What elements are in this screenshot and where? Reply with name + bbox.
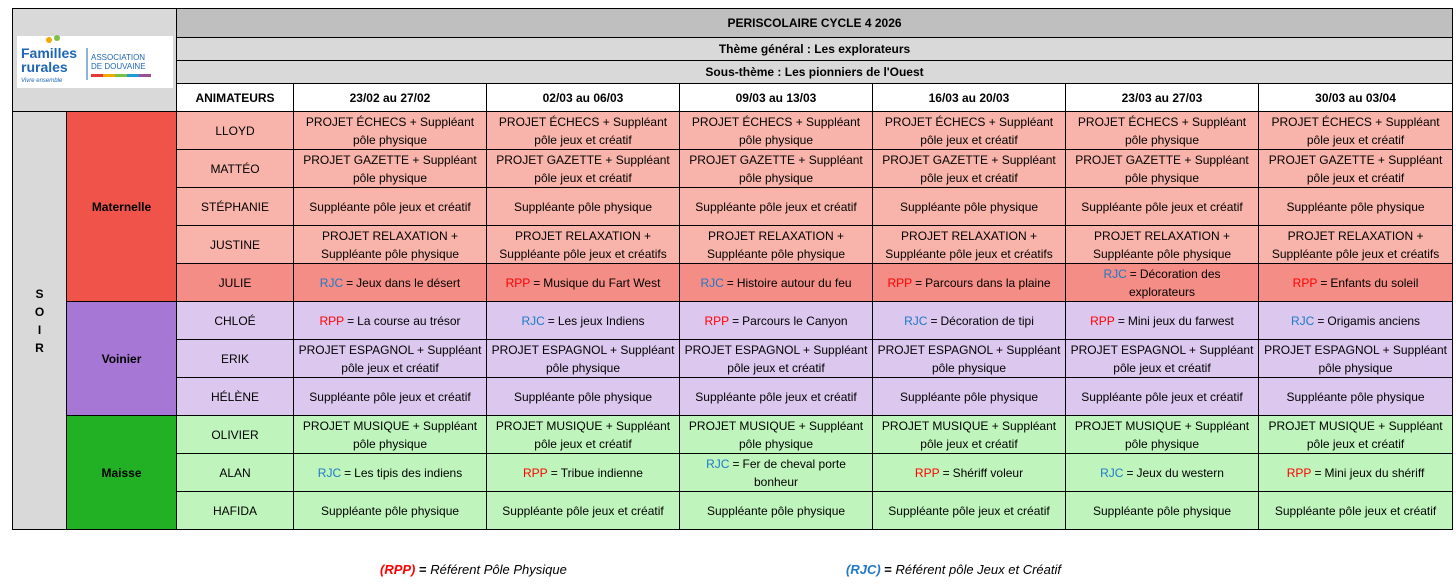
activity-text: Jeux du western xyxy=(1136,465,1224,480)
logo-brand-line1: Familles xyxy=(21,45,78,61)
activity-text: Histoire autour du feu xyxy=(736,275,852,290)
activity-text: Suppléante pôle physique xyxy=(513,389,653,404)
activity-text: PROJET GAZETTE + Suppléant pôle jeux et créatif xyxy=(496,152,670,185)
activity-cell xyxy=(680,416,873,454)
activity-text: PROJET GAZETTE + Suppléant pôle jeux et créatif xyxy=(882,152,1056,185)
activity-text: PROJET ESPAGNOL + Suppléant pôle physique xyxy=(877,342,1061,375)
activity-text: Suppléante pôle jeux et créatif xyxy=(695,389,857,404)
animateur-name: CHLOÉ xyxy=(177,302,294,340)
activity-cell xyxy=(873,188,1066,226)
rjc-tag: RJC xyxy=(319,275,344,290)
activity-text: Les jeux Indiens xyxy=(557,313,645,328)
tag-equals: = xyxy=(930,313,938,328)
rpp-tag: RPP xyxy=(505,275,531,290)
table-row xyxy=(13,492,1453,530)
activity-cell xyxy=(1066,150,1259,188)
activity-text: Suppléante pôle physique xyxy=(513,199,653,214)
activity-text: Suppléante pôle jeux et créatif xyxy=(1081,389,1243,404)
activity-text: PROJET MUSIQUE + Suppléant pôle jeux et créatif xyxy=(495,418,671,451)
schedule-table xyxy=(12,8,1453,530)
legend-rjc xyxy=(846,562,1061,577)
activity-cell xyxy=(1066,416,1259,454)
activity-text: PROJET MUSIQUE + Suppléant pôle physique xyxy=(302,418,478,451)
group-label: Maternelle xyxy=(67,112,177,302)
animateur-name: JUSTINE xyxy=(177,226,294,264)
tag-equals: = xyxy=(347,313,355,328)
activity-text: Mini jeux du farwest xyxy=(1127,313,1234,328)
week-header: 23/02 au 27/02 xyxy=(294,84,487,112)
activity-cell xyxy=(1066,454,1259,492)
rjc-tag: RJC xyxy=(904,313,928,328)
activity-text: Suppléante pôle jeux et créatif xyxy=(502,503,664,518)
activity-text: Décoration des explorateurs xyxy=(1128,266,1221,299)
animateur-name: ERIK xyxy=(177,340,294,378)
activity-cell xyxy=(1259,264,1453,302)
activity-cell xyxy=(487,454,680,492)
activity-text: Suppléante pôle jeux et créatif xyxy=(309,199,471,214)
table-row xyxy=(13,302,1453,340)
activity-cell xyxy=(680,150,873,188)
activity-cell xyxy=(873,112,1066,150)
table-row xyxy=(13,454,1453,492)
activity-text: Suppléante pôle physique xyxy=(706,503,846,518)
activity-cell xyxy=(680,340,873,378)
sheet-title: PERISCOLAIRE CYCLE 4 2026 xyxy=(177,9,1453,38)
tag-equals: = xyxy=(344,465,352,480)
activity-cell xyxy=(294,150,487,188)
activity-text: PROJET RELAXATION + Suppléante pôle jeux et créatifs xyxy=(885,228,1053,261)
tag-equals: = xyxy=(942,465,950,480)
logo-assoc-line1: ASSOCIATION xyxy=(91,53,146,62)
rpp-tag: RPP xyxy=(914,465,940,480)
activity-text: PROJET MUSIQUE + Suppléant pôle jeux et créatif xyxy=(881,418,1057,451)
activity-text: Décoration de tipi xyxy=(940,313,1034,328)
activity-cell xyxy=(294,302,487,340)
rjc-tag: RJC xyxy=(1291,313,1315,328)
table-row xyxy=(13,340,1453,378)
activity-text: PROJET RELAXATION + Suppléante pôle physique xyxy=(320,228,460,261)
activity-cell xyxy=(1259,188,1453,226)
rjc-tag: RJC xyxy=(521,313,545,328)
activity-cell xyxy=(680,492,873,530)
activity-cell xyxy=(873,492,1066,530)
activity-text: Suppléante pôle physique xyxy=(1092,503,1232,518)
rjc-tag: RJC xyxy=(1103,266,1127,281)
activity-text: PROJET ÉCHECS + Suppléant pôle jeux et créatif xyxy=(884,114,1054,147)
rpp-tag: RPP xyxy=(1090,313,1115,328)
tag-equals: = xyxy=(1117,313,1125,328)
week-header: 16/03 au 20/03 xyxy=(873,84,1066,112)
activity-cell xyxy=(487,264,680,302)
legend-rjc-text: Référent pôle Jeux et Créatif xyxy=(895,562,1061,577)
activity-text: Suppléante pôle jeux et créatif xyxy=(309,389,471,404)
activity-text: PROJET MUSIQUE + Suppléant pôle physique xyxy=(1074,418,1250,451)
activity-text: Suppléante pôle physique xyxy=(1286,389,1425,404)
activity-cell xyxy=(487,226,680,264)
activity-text: Enfants du soleil xyxy=(1330,275,1419,290)
activity-text: Suppléante pôle physique xyxy=(899,389,1039,404)
activity-cell xyxy=(294,378,487,416)
activity-cell xyxy=(873,150,1066,188)
activity-cell xyxy=(294,188,487,226)
activity-cell xyxy=(1066,302,1259,340)
table-row xyxy=(13,188,1453,226)
activity-cell xyxy=(1259,492,1453,530)
animateurs-header: ANIMATEURS xyxy=(177,84,294,112)
activity-cell xyxy=(1259,454,1453,492)
activity-cell xyxy=(1259,378,1453,416)
animateur-name: HAFIDA xyxy=(177,492,294,530)
activity-cell xyxy=(873,454,1066,492)
activity-cell xyxy=(1259,302,1453,340)
rpp-tag: RPP xyxy=(1292,275,1318,290)
activity-cell xyxy=(1066,378,1259,416)
activity-text: Les tipis des indiens xyxy=(354,465,463,480)
tag-equals: = xyxy=(1126,465,1134,480)
familles-rurales-logo xyxy=(13,10,176,110)
activity-text: Parcours dans la plaine xyxy=(925,275,1051,290)
activity-text: PROJET RELAXATION + Suppléante pôle physique xyxy=(1092,228,1232,261)
activity-text: PROJET ÉCHECS + Suppléant pôle physique xyxy=(691,114,861,147)
activity-cell xyxy=(1259,150,1453,188)
tag-equals: = xyxy=(732,456,740,471)
activity-cell xyxy=(1066,264,1259,302)
activity-cell xyxy=(680,378,873,416)
activity-cell xyxy=(294,264,487,302)
logo-assoc-line2: DE DOUVAINE xyxy=(91,62,146,71)
period-letter: S xyxy=(35,286,44,301)
tag-equals: = xyxy=(732,313,740,328)
activity-cell xyxy=(873,264,1066,302)
activity-text: PROJET RELAXATION + Suppléante pôle jeux et créatifs xyxy=(499,228,667,261)
week-header: 02/03 au 06/03 xyxy=(487,84,680,112)
legend-rjc-abbr: (RJC) xyxy=(846,562,881,577)
animateur-name: JULIE xyxy=(177,264,294,302)
rjc-tag: RJC xyxy=(317,465,342,480)
activity-text: PROJET ESPAGNOL + Suppléant pôle physique xyxy=(1264,342,1447,375)
activity-text: PROJET RELAXATION + Suppléante pôle jeux et créatifs xyxy=(1271,228,1440,261)
logo-graphic xyxy=(13,10,177,110)
activity-cell xyxy=(1259,226,1453,264)
tag-equals: = xyxy=(915,275,923,290)
activity-text: Jeux dans le désert xyxy=(356,275,461,290)
period-letter: I xyxy=(37,322,42,337)
activity-cell xyxy=(873,416,1066,454)
period-letter: R xyxy=(35,340,44,355)
activity-text: Suppléante pôle jeux et créatif xyxy=(1274,503,1437,518)
animateur-name: HÉLÈNE xyxy=(177,378,294,416)
activity-cell xyxy=(294,454,487,492)
activity-text: Suppléante pôle jeux et créatif xyxy=(888,503,1050,518)
logo-tagline: Vivre ensemble xyxy=(21,78,63,84)
activity-cell xyxy=(487,378,680,416)
tag-equals: = xyxy=(547,313,555,328)
activity-text: Suppléante pôle jeux et créatif xyxy=(695,199,857,214)
activity-cell xyxy=(487,150,680,188)
week-header: 23/03 au 27/03 xyxy=(1066,84,1259,112)
legend-rpp xyxy=(380,562,567,577)
activity-cell xyxy=(294,112,487,150)
activity-text: PROJET MUSIQUE + Suppléant pôle jeux et créatif xyxy=(1268,418,1443,451)
activity-text: Suppléante pôle jeux et créatif xyxy=(1081,199,1243,214)
activity-text: Origamis anciens xyxy=(1327,313,1421,328)
tag-equals: = xyxy=(1317,313,1325,328)
activity-text: PROJET RELAXATION + Suppléante pôle physique xyxy=(706,228,846,261)
table-row xyxy=(13,264,1453,302)
table-row xyxy=(13,150,1453,188)
activity-text: Mini jeux du shériff xyxy=(1324,465,1425,480)
activity-cell xyxy=(1066,112,1259,150)
activity-text: PROJET MUSIQUE + Suppléant pôle physique xyxy=(688,418,864,451)
tag-equals: = xyxy=(726,275,734,290)
rpp-tag: RPP xyxy=(704,313,730,328)
activity-cell xyxy=(680,302,873,340)
rpp-tag: RPP xyxy=(1286,465,1312,480)
activity-text: Shériff voleur xyxy=(952,465,1024,480)
table-row xyxy=(13,378,1453,416)
animateur-name: ALAN xyxy=(177,454,294,492)
rjc-tag: RJC xyxy=(1100,465,1124,480)
tag-equals: = xyxy=(533,275,541,290)
animateur-name: LLOYD xyxy=(177,112,294,150)
activity-text: Parcours le Canyon xyxy=(742,313,848,328)
rjc-tag: RJC xyxy=(700,275,724,290)
logo-brand-line2: rurales xyxy=(21,59,68,75)
activity-cell xyxy=(294,416,487,454)
period-label-soir xyxy=(13,112,67,530)
activity-text: PROJET ESPAGNOL + Suppléant pôle jeux et créatif xyxy=(1070,342,1254,375)
activity-cell xyxy=(680,264,873,302)
general-theme: Thème général : Les explorateurs xyxy=(177,38,1453,61)
activity-cell xyxy=(487,112,680,150)
activity-text: PROJET ÉCHECS + Suppléant pôle jeux et créatif xyxy=(498,114,668,147)
activity-cell xyxy=(294,340,487,378)
rpp-tag: RPP xyxy=(887,275,913,290)
activity-text: PROJET ÉCHECS + Suppléant pôle physique xyxy=(1077,114,1247,147)
activity-cell xyxy=(873,340,1066,378)
activity-text: Suppléante pôle physique xyxy=(899,199,1039,214)
activity-text: Suppléante pôle physique xyxy=(1286,199,1425,214)
tag-equals: = xyxy=(346,275,354,290)
rpp-tag: RPP xyxy=(523,465,548,480)
activity-cell xyxy=(680,188,873,226)
activity-text: PROJET ÉCHECS + Suppléant pôle jeux et créatif xyxy=(1271,114,1440,147)
legend-rjc-equals: = xyxy=(884,562,892,577)
animateur-name: OLIVIER xyxy=(177,416,294,454)
activity-cell xyxy=(1066,226,1259,264)
activity-text: PROJET ESPAGNOL + Suppléant pôle jeux et créatif xyxy=(684,342,868,375)
activity-cell xyxy=(873,302,1066,340)
activity-cell xyxy=(294,226,487,264)
activity-cell xyxy=(1259,340,1453,378)
period-letter: O xyxy=(34,304,45,319)
activity-cell xyxy=(1066,492,1259,530)
activity-text: PROJET ESPAGNOL + Suppléant pôle jeux et créatif xyxy=(298,342,482,375)
activity-text: PROJET GAZETTE + Suppléant pôle physique xyxy=(1075,152,1249,185)
activity-text: PROJET GAZETTE + Suppléant pôle jeux et créatif xyxy=(1268,152,1443,185)
activity-cell xyxy=(1066,340,1259,378)
activity-cell xyxy=(487,302,680,340)
activity-text: PROJET GAZETTE + Suppléant pôle physique xyxy=(689,152,863,185)
activity-cell xyxy=(487,416,680,454)
activity-cell xyxy=(680,112,873,150)
activity-cell xyxy=(680,226,873,264)
activity-cell xyxy=(1259,112,1453,150)
activity-text: Fer de cheval porte bonheur xyxy=(742,456,846,489)
activity-cell xyxy=(1066,188,1259,226)
week-header: 09/03 au 13/03 xyxy=(680,84,873,112)
activity-text: Suppléante pôle physique xyxy=(320,503,460,518)
logo-cell xyxy=(13,9,177,112)
activity-cell xyxy=(294,492,487,530)
animateur-name: MATTÉO xyxy=(177,150,294,188)
rjc-tag: RJC xyxy=(706,456,730,471)
table-row xyxy=(13,112,1453,150)
table-row xyxy=(13,416,1453,454)
table-row xyxy=(13,226,1453,264)
rpp-tag: RPP xyxy=(319,313,345,328)
activity-cell xyxy=(487,492,680,530)
activity-text: PROJET GAZETTE + Suppléant pôle physique xyxy=(303,152,477,185)
animateur-name: STÉPHANIE xyxy=(177,188,294,226)
sub-theme: Sous-thème : Les pionniers de l'Ouest xyxy=(177,61,1453,84)
activity-cell xyxy=(487,188,680,226)
tag-equals: = xyxy=(1314,465,1322,480)
activity-cell xyxy=(873,378,1066,416)
week-header: 30/03 au 03/04 xyxy=(1259,84,1453,112)
tag-equals: = xyxy=(1320,275,1328,290)
legend-rpp-text: Référent Pôle Physique xyxy=(430,562,567,577)
activity-text: PROJET ÉCHECS + Suppléant pôle physique xyxy=(305,114,475,147)
activity-cell xyxy=(680,454,873,492)
activity-text: PROJET ESPAGNOL + Suppléant pôle physique xyxy=(491,342,675,375)
group-label: Voinier xyxy=(67,302,177,416)
activity-text: La course au trésor xyxy=(357,313,461,328)
activity-cell xyxy=(487,340,680,378)
legend-rpp-equals: = xyxy=(419,562,427,577)
activity-cell xyxy=(1259,416,1453,454)
tag-equals: = xyxy=(550,465,558,480)
legend-rpp-abbr: (RPP) xyxy=(380,562,416,577)
group-label: Maisse xyxy=(67,416,177,530)
tag-equals: = xyxy=(1129,266,1137,281)
activity-text: Tribue indienne xyxy=(560,465,643,480)
activity-text: Musique du Fart West xyxy=(543,275,661,290)
activity-cell xyxy=(873,226,1066,264)
